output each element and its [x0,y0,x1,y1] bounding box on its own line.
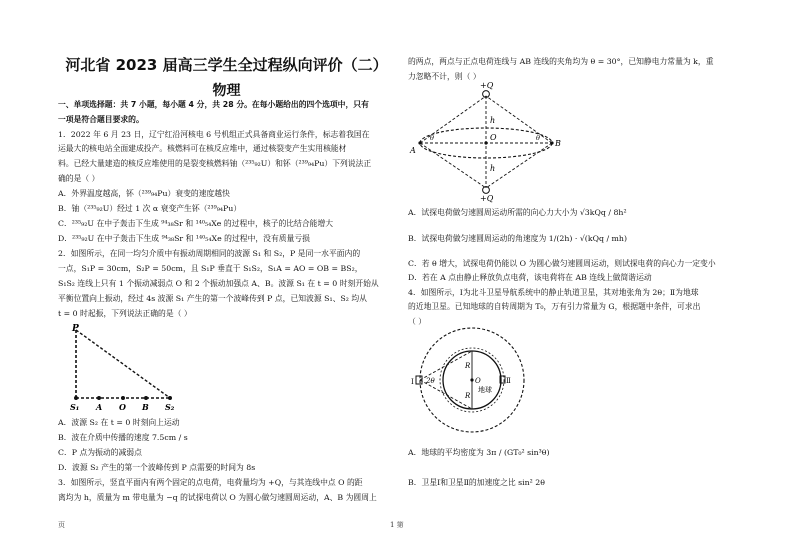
q3-option-b: B．试探电荷做匀速圆周运动的角速度为 1/(2h) · √(kQq / mh) [408,234,627,243]
q2-label-s1: S₁ [70,402,80,412]
q3-line-2: 离均为 h，质量为 m 带电量为 −q 的试探电荷以 O 为圆心做匀速圆周运动，A、B 为圆周上 [58,493,377,502]
q3-line-1: 3．如图所示，竖直平面内有两个固定的点电荷，电荷量均为 +Q，与其连线中点 O 的距 [58,478,363,487]
q2-label-a: A [96,402,103,412]
footer-page: 1 第 [390,521,404,529]
q2-option-c: C．P 点为振动的减弱点 [58,448,142,457]
q4-label-sat1: Ⅰ [411,378,414,386]
q3-line-4: 力忽略不计，则（ ） [408,72,481,81]
q2-label-b: B [142,402,149,412]
q2-line-3: S₁S₂ 连线上只有 1 个振动减弱点 O 和 2 个振动加强点 A、B。波源 S₁ 在 t = 0 时刻开始从 [58,279,379,288]
q4-line-1: 4．如图所示，Ⅰ为北斗卫星导航系统中的静止轨道卫星，其对地张角为 2θ；Ⅱ为地球 [408,288,699,297]
footer-left: 页 [58,521,65,529]
q2-label-s2: S₂ [165,402,175,412]
q1-line-1: 1．2022 年 6 月 23 日，辽宁红沿河核电 6 号机组正式具备商业运行条件，标志着我国在 [58,130,370,139]
q2-wave-figure [62,322,192,414]
exam-subject: 物理 [212,83,241,99]
exam-title: 河北省 2023 届高三学生全过程纵向评价（二） [65,56,388,74]
q3-label-theta-left: θ [430,134,434,142]
q2-line-5: t = 0 时起振，下列说法正确的是（ ） [58,309,192,318]
q4-orbit-figure [410,324,530,436]
q2-label-p: P [72,324,79,334]
section-heading-2: 一项是符合题目要求的。 [58,115,144,124]
q3-option-d: D．若在 A 点由静止释放负点电荷，该电荷将在 AB 连线上做简谐运动 [408,273,652,282]
q3-label-top-charge: +Q [480,81,494,90]
q4-label-r-top: R [465,362,471,370]
q4-label-o: O [475,377,481,385]
q3-label-h-top: h [490,116,496,125]
q4-label-r-bottom: R [465,392,471,400]
q1-option-a: A．外界温度越高，钚（²³⁹₉₄Pu）衰变的速度越快 [58,189,230,198]
q3-label-h-bottom: h [490,164,496,173]
q1-line-4: 确的是（ ） [58,174,100,183]
q1-option-b: B．铀（²³⁵₉₂U）经过 1 次 α 衰变产生钚（²³⁹₉₄Pu） [58,204,242,213]
q2-line-2: 一点，S₁P = 30cm，S₂P = 50cm，且 S₁P 垂直于 S₁S₂，S₁A = AO = OB = BS₂， [58,264,363,273]
q3-label-theta-right: θ [536,134,540,142]
q3-line-3: 的两点，两点与正点电荷连线与 AB 连线的夹角均为 θ = 30°，已知静电力常量为 k，重 [408,57,714,66]
q4-option-a: A．地球的平均密度为 3π / (GT₀² sin³θ) [408,448,550,457]
q1-option-c: C．²³⁵₉₂U 在中子轰击下生成 ⁹⁴₃₈Sr 和 ¹⁴⁰₅₄Xe 的过程中，核子的比结合能增大 [58,219,334,228]
section-heading: 一、单项选择题：共 7 小题，每小题 4 分，共 28 分。在每小题给出的四个选项中，只有 [58,100,369,109]
q3-label-a: A [410,146,416,155]
q4-label-sat2: Ⅱ [506,377,511,385]
q4-line-3: （ ） [408,317,427,326]
q4-label-earth: 地球 [478,386,492,394]
q3-option-a: A．试探电荷做匀速圆周运动所需的向心力大小为 √3kQq / 8h² [408,208,627,217]
q2-line-4: 平衡位置向上振动，经过 4s 波源 S₁ 产生的第一个波峰传到 P 点，已知波源 S₁、S₂ 均从 [58,294,367,303]
q3-option-c: C．若 θ 增大，试探电荷仍能以 O 为圆心做匀速圆周运动，则试探电荷的向心力一定变小 [408,259,716,268]
q3-label-o: O [490,133,497,142]
q3-label-bottom-charge: +Q [480,194,494,203]
q3-charges-figure [408,80,568,203]
q4-option-b: B．卫星Ⅰ和卫星Ⅱ的加速度之比 sin² 2θ [408,478,545,487]
q3-label-b: B [555,139,561,148]
q1-option-d: D．²³⁵₉₂U 在中子轰击下生成 ⁹⁴₃₈Sr 和 ¹⁴⁰₅₄Xe 的过程中，没有质量亏损 [58,234,310,243]
q4-label-angle: 2θ [426,377,435,385]
q1-line-3: 料。已经大量建造的核反应堆使用的是裂变核燃料铀（²³⁵₉₂U）和钚（²³⁹₉₄Pu）下列说法正 [58,159,372,168]
q2-option-b: B．波在介质中传播的速度 7.5cm / s [58,433,188,442]
q2-option-a: A．波源 S₂ 在 t = 0 时刻向上运动 [58,418,180,427]
q1-line-2: 运最大的核电站全面建成投产。核燃料可在核反应堆中，通过核裂变产生实用核能材 [58,144,347,153]
q2-label-o: O [119,402,126,412]
q4-line-2: 的近地卫星。已知地球的自转周期为 T₀，万有引力常量为 G，根据题中条件，可求出 [408,302,701,311]
q2-line-1: 2．如图所示，在同一均匀介质中有振动周期相同的波源 S₁ 和 S₂，P 是同一水平面内的 [58,249,361,258]
q2-option-d: D．波源 S₂ 产生的第一个波峰传到 P 点需要的时间为 8s [58,463,256,472]
